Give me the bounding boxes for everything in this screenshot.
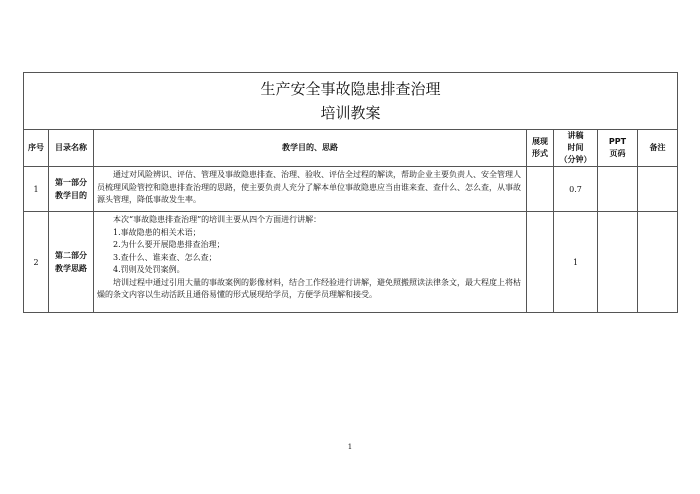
row-time: 1 (554, 212, 598, 313)
section-name-line2: 教学思路 (55, 264, 87, 273)
row-section-name (49, 167, 94, 212)
row-section-name (49, 212, 94, 313)
document-title: 生产安全事故隐患排查治理 (260, 80, 441, 98)
list-item: 2.为什么要开展隐患排查治理； (113, 240, 225, 249)
header-goals: 教学目的、思路 (94, 130, 527, 167)
header-time-line3: （分钟） (559, 155, 592, 164)
row-content (94, 167, 527, 212)
section-name-line1: 第一部分 (55, 178, 87, 187)
document-subtitle: 培训教案 (320, 104, 381, 122)
section-name-line2: 教学目的 (55, 191, 87, 200)
row-notes (638, 167, 678, 212)
header-time (554, 130, 598, 167)
header-catalog: 目录名称 (49, 130, 94, 167)
title-cell (24, 73, 678, 130)
header-seq: 序号 (24, 130, 49, 167)
row-notes (638, 212, 678, 313)
row-seq: 2 (24, 212, 49, 313)
row-ppt (598, 212, 638, 313)
lesson-plan-sheet (23, 72, 677, 313)
header-ppt (598, 130, 638, 167)
header-time-line2: 时间 (567, 143, 584, 152)
lesson-plan-table (23, 72, 678, 313)
table-row (24, 212, 678, 313)
table-row (24, 167, 678, 212)
row-content-text: 通过对风险辨识、评估、管理及事故隐患排查、治理、验收、评估全过程的解读，帮助企业主要负责人、安全管理人员梳理风险管控和隐患排查治理的思路，使主要负责人充分了解本单位事故隐患应当由谁来查、查什么、怎么查，从事故源头管理，降低事故发生率。 (97, 170, 521, 204)
header-display (527, 130, 554, 167)
row-seq: 1 (24, 167, 49, 212)
header-ppt-line2: 页码 (609, 149, 626, 158)
header-ppt-line1: PPT (608, 137, 627, 146)
row-ppt (598, 167, 638, 212)
list-item: 4.罚则及处罚案例。 (113, 265, 185, 274)
table-header-row (24, 130, 678, 167)
header-time-line1: 讲稿 (567, 131, 584, 140)
row-content-closing: 培训过程中通过引用大量的事故案例的影像材料，结合工作经验进行讲解，避免照搬照读法律条文，最大程度上将枯燥的条文内容以生动活跃且通俗易懂的形式展现给学员，方便学员理解和接受。 (97, 277, 521, 299)
section-name-line1: 第二部分 (55, 251, 87, 260)
header-display-line1: 展现 (532, 137, 548, 146)
row-content (94, 212, 527, 313)
row-display (527, 167, 554, 212)
row-time: 0.7 (554, 167, 598, 212)
header-notes: 备注 (638, 130, 678, 167)
row-display (527, 212, 554, 313)
row-content-intro: 本次“事故隐患排查治理”的培训主要从四个方面进行讲解： (113, 215, 322, 224)
list-item: 1.事故隐患的相关术语； (113, 227, 201, 237)
header-display-line2: 形式 (532, 149, 548, 158)
list-item: 3.查什么、谁来查、怎么查； (113, 252, 217, 262)
page-number: 1 (347, 443, 353, 451)
